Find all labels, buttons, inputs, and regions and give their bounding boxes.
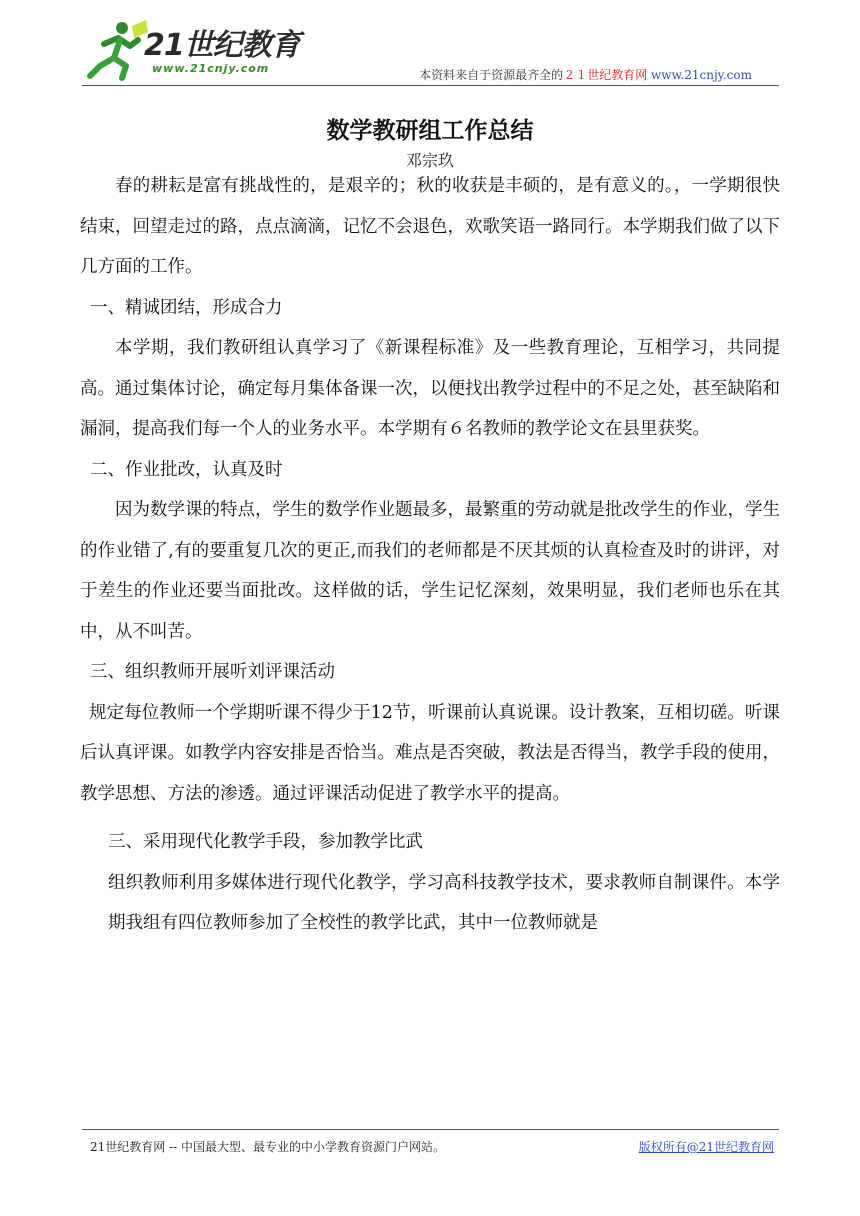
paragraph-section-2: 因为数学课的特点，学生的数学作业题最多，最繁重的劳动就是批改学生的作业，学生的作业错了,有的要重复几次的更正,而我们的老师都是不厌其烦的认真检查及时的讲评，对于差生的作业还要当面批改。这样做的话，学生记忆深刻，效果明显，我们老师也乐在其中，从不叫苦。 [80, 500, 780, 642]
paragraph-intro: 春的耕耘是富有挑战性的，是艰辛的；秋的收获是丰硕的，是有意义的。，一学期很快结束，回望走过的路，点点滴滴，记忆不会退色，欢歌笑语一路同行。本学期我们做了以下几方面的工作。 [80, 176, 780, 277]
section-heading-1: 一、精诚团结，形成合力 [90, 297, 283, 318]
paragraph-section-4: 组织教师利用多媒体进行现代化教学，学习高科技教学技术，要求教师自制课件。本学期我组有四位教师参加了全校性的教学比武，其中一位教师就是 [108, 872, 780, 933]
logo-url-text: www.21cnjy.com [152, 62, 270, 75]
logo-brand-text: 21世纪教育 [144, 28, 300, 63]
paragraph-section-3: 规定每位教师一个学期听课不得少于12节，听课前认真说课。设计教案，互相切磋。听课后认真评课。如教学内容安排是否恰当。难点是否突破，教法是否得当，教学手段的使用，教学思想、方法的渗透。通过评课活动促进了教学水平的提高。 [80, 702, 780, 804]
footer-site-description: 21世纪教育网 -- 中国最大型、最专业的中小学教育资源门户网站。 [90, 1140, 446, 1154]
header-note-site: ２１世纪教育网 [563, 68, 648, 82]
header-note-prefix: 本资料来自于资源最齐全的 [419, 68, 564, 82]
footer-copyright-link[interactable]: 版权所有@21世纪教育网 [638, 1140, 774, 1154]
document-author: 邓宗玖 [405, 151, 454, 170]
header-divider [82, 85, 779, 86]
footer-divider [82, 1129, 779, 1130]
header-note-url[interactable]: www.21cnjy.com [651, 68, 752, 82]
section-heading-4: 三、采用现代化教学手段，参加教学比武 [108, 832, 423, 852]
section-heading-3: 三、组织教师开展听刘评课活动 [90, 662, 335, 682]
paragraph-section-1: 本学期，我们教研组认真学习了《新课程标准》及一些教育理论，互相学习，共同提高。通过集体讨论，确定每月集体备课一次，以便找出教学过程中的不足之处，甚至缺陷和漏洞，提高我们每一个人的业务水平。本学期有６名教师的教学论文在县里获奖。 [80, 338, 780, 439]
document-title: 数学教研组工作总结 [326, 118, 534, 144]
running-figure-icon [82, 18, 152, 82]
document-body [80, 166, 780, 944]
site-logo [82, 18, 302, 84]
section-heading-2: 二、作业批改，认真及时 [90, 459, 283, 480]
header-source-note [419, 66, 752, 83]
